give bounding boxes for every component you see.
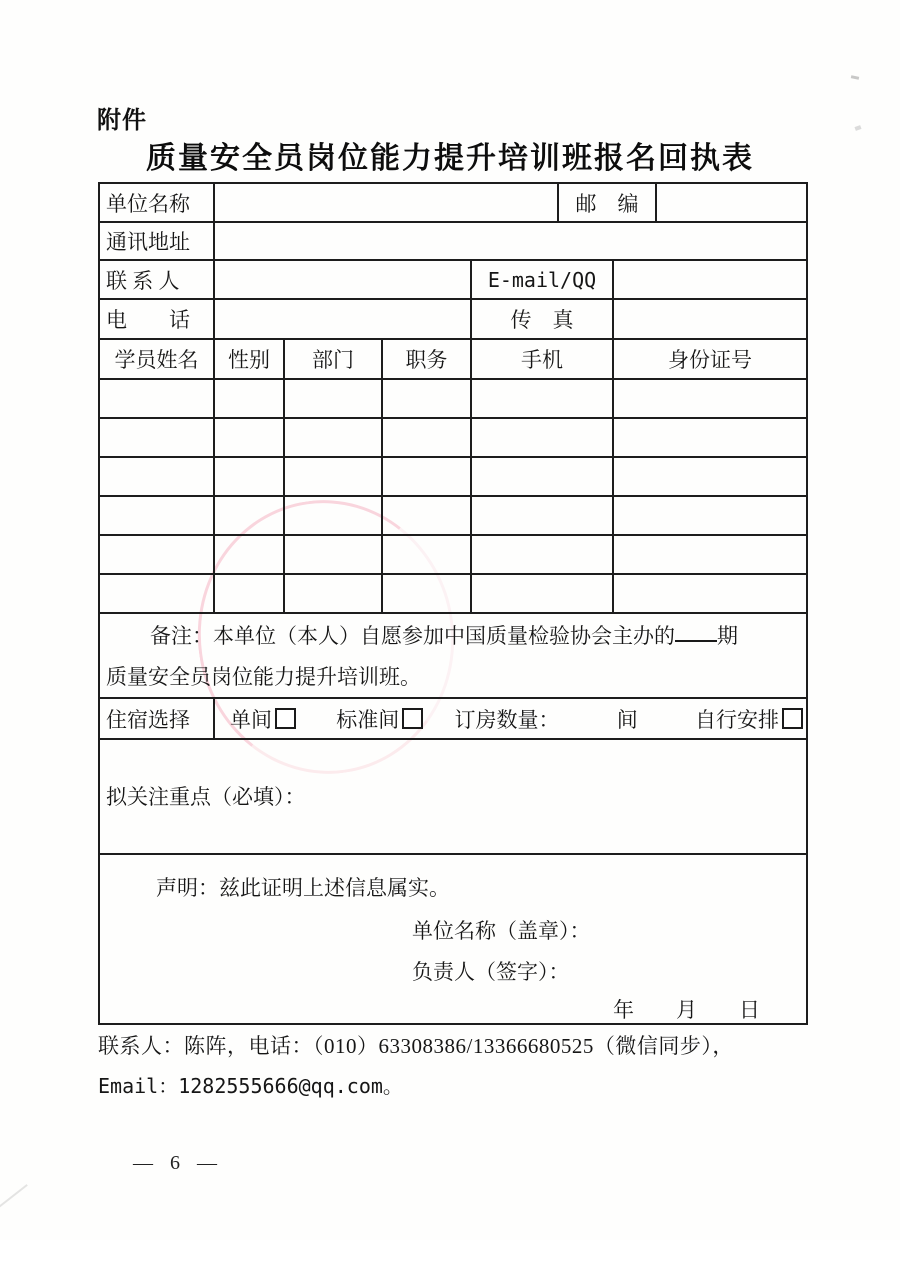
student-name-cell[interactable] [99, 418, 214, 457]
student-position-cell[interactable] [382, 535, 471, 574]
footer-email-line: Email：1282555666@qq.com。 [98, 1074, 403, 1098]
session-number-blank[interactable] [675, 638, 717, 642]
student-name-cell[interactable] [99, 535, 214, 574]
student-gender-cell[interactable] [214, 379, 284, 418]
student-position-cell[interactable] [382, 418, 471, 457]
row-contact [99, 260, 807, 299]
focus-cell[interactable] [99, 739, 807, 854]
student-department-cell[interactable] [284, 496, 382, 535]
remark-row [99, 613, 807, 698]
student-row-2 [99, 418, 807, 457]
unit-seal-label: 单位名称（盖章）： [412, 919, 591, 943]
focus-row [99, 739, 807, 854]
student-id-cell[interactable] [613, 418, 807, 457]
signature-label: 负责人（签字）： [412, 960, 570, 984]
remark-text-1: 备注：本单位（本人）自愿参加中国质量检验协会主办的 [150, 623, 675, 648]
email-qq-label: E-mail/QQ [471, 260, 613, 299]
row-unit-name [99, 183, 807, 222]
postal-code-field[interactable] [656, 183, 807, 222]
student-row-4 [99, 496, 807, 535]
mobile-header: 手机 [471, 339, 613, 379]
fax-label: 传 真 [471, 299, 613, 339]
student-position-cell[interactable] [382, 496, 471, 535]
student-mobile-cell[interactable] [471, 379, 613, 418]
position-header: 职务 [382, 339, 471, 379]
student-name-cell[interactable] [99, 574, 214, 613]
phone-label: 电 话 [99, 299, 214, 339]
phone-field[interactable] [214, 299, 471, 339]
scan-corner-artifact [0, 1184, 65, 1270]
single-room-checkbox[interactable] [275, 708, 296, 729]
declaration-row [99, 854, 807, 1024]
department-header: 部门 [284, 339, 382, 379]
remark-line1 [106, 615, 800, 657]
student-gender-cell[interactable] [214, 418, 284, 457]
address-field[interactable] [214, 222, 807, 260]
self-arrange-label: 自行安排 [695, 707, 779, 732]
id-number-header: 身份证号 [613, 339, 807, 379]
student-department-cell[interactable] [284, 535, 382, 574]
student-position-cell[interactable] [382, 457, 471, 496]
student-position-cell[interactable] [382, 574, 471, 613]
room-count-label: 订房数量： [454, 707, 560, 732]
student-department-cell[interactable] [284, 574, 382, 613]
declaration-cell [99, 854, 807, 1024]
student-position-cell[interactable] [382, 379, 471, 418]
postal-code-label: 邮 编 [558, 183, 656, 222]
single-room-option [230, 704, 296, 734]
standard-room-option [336, 704, 423, 734]
declaration-statement: 声明：兹此证明上述信息属实。 [156, 876, 450, 900]
accommodation-label: 住宿选择 [99, 698, 214, 739]
student-id-cell[interactable] [613, 496, 807, 535]
student-gender-cell[interactable] [214, 535, 284, 574]
students-header-row [99, 339, 807, 379]
self-arrange-option [695, 704, 803, 734]
form-title: 质量安全员岗位能力提升培训班报名回执表 [146, 142, 754, 175]
student-id-cell[interactable] [613, 574, 807, 613]
student-mobile-cell[interactable] [471, 574, 613, 613]
unit-name-label: 单位名称 [99, 183, 214, 222]
student-department-cell[interactable] [284, 418, 382, 457]
address-label: 通讯地址 [99, 222, 214, 260]
remark-cell [99, 613, 807, 698]
student-mobile-cell[interactable] [471, 535, 613, 574]
footer-contact-line: 联系人：陈阵，电话：（010）63308386/13366680525（微信同步）， [98, 1034, 734, 1058]
student-id-cell[interactable] [613, 457, 807, 496]
page-number: — 6 — [133, 1152, 223, 1174]
student-name-header: 学员姓名 [99, 339, 214, 379]
remark-line2: 质量安全员岗位能力提升培训班。 [106, 664, 421, 689]
self-arrange-checkbox[interactable] [782, 708, 803, 729]
student-row-1 [99, 379, 807, 418]
gender-header: 性别 [214, 339, 284, 379]
student-gender-cell[interactable] [214, 457, 284, 496]
row-phone [99, 299, 807, 339]
student-gender-cell[interactable] [214, 496, 284, 535]
contact-field[interactable] [214, 260, 471, 299]
accommodation-row [99, 698, 807, 739]
room-unit-label: 间 [616, 707, 638, 732]
student-name-cell[interactable] [99, 457, 214, 496]
single-room-label: 单间 [230, 707, 272, 732]
student-row-6 [99, 574, 807, 613]
student-row-3 [99, 457, 807, 496]
accommodation-options-cell [214, 698, 807, 739]
student-mobile-cell[interactable] [471, 496, 613, 535]
student-name-cell[interactable] [99, 496, 214, 535]
student-department-cell[interactable] [284, 379, 382, 418]
scan-speck [854, 125, 861, 131]
scan-speck [851, 75, 859, 80]
row-address [99, 222, 807, 260]
remark-suffix: 期 [717, 623, 738, 648]
standard-room-label: 标准间 [336, 707, 400, 732]
email-qq-field[interactable] [613, 260, 807, 299]
student-id-cell[interactable] [613, 535, 807, 574]
student-gender-cell[interactable] [214, 574, 284, 613]
standard-room-checkbox[interactable] [402, 708, 423, 729]
student-row-5 [99, 535, 807, 574]
fax-field[interactable] [613, 299, 807, 339]
student-id-cell[interactable] [613, 379, 807, 418]
date-line: 年 月 日 [613, 998, 760, 1022]
focus-label: 拟关注重点（必填）： [106, 784, 306, 809]
student-mobile-cell[interactable] [471, 418, 613, 457]
attachment-label: 附件 [97, 107, 147, 134]
unit-name-field[interactable] [214, 183, 558, 222]
registration-form-table [98, 182, 808, 1025]
student-name-cell[interactable] [99, 379, 214, 418]
contact-label: 联 系 人 [99, 260, 214, 299]
student-department-cell[interactable] [284, 457, 382, 496]
student-mobile-cell[interactable] [471, 457, 613, 496]
